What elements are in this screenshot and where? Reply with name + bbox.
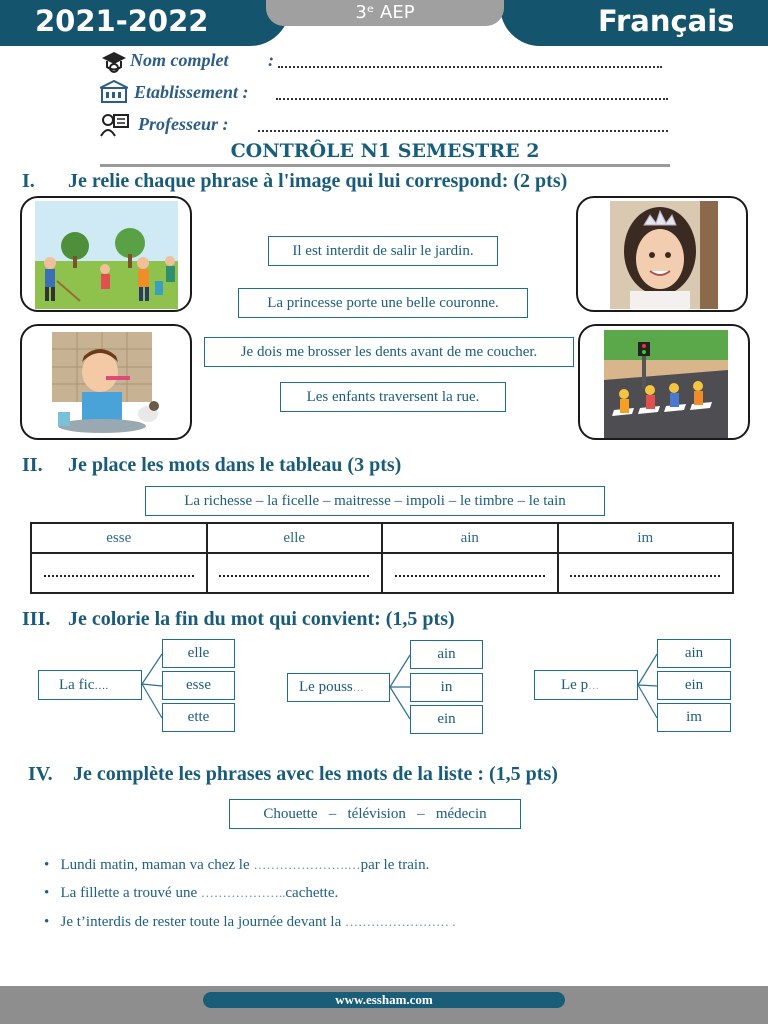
teacher-icon	[100, 112, 130, 143]
option-elle[interactable]: elle	[162, 639, 235, 668]
title-underline	[100, 164, 670, 167]
graduation-cap-icon	[100, 50, 128, 81]
exam-title: CONTRÔLE N1 SEMESTRE 2	[230, 140, 540, 162]
stem-box-fic	[38, 670, 142, 700]
option-in[interactable]: in	[410, 673, 483, 702]
image-frame-garden[interactable]	[20, 196, 192, 312]
website-link[interactable]: www.essham.com	[203, 992, 565, 1008]
sentence-2-end: cachette.	[285, 885, 339, 901]
word-list-box-iv: Chouette – télévision – médecin	[229, 799, 521, 829]
school-field[interactable]	[276, 98, 668, 100]
blank-1[interactable]: ………………….…	[253, 857, 361, 872]
section4-heading: Je complète les phrases avec les mots de la liste : (1,5 pts)	[73, 763, 558, 785]
option-ette[interactable]: ette	[162, 703, 235, 732]
bullet-dot: •	[44, 914, 61, 930]
section4-number: IV.	[28, 763, 53, 785]
sentence-2-start: La fillette a trouvé une	[60, 885, 201, 901]
column-header-im: im	[558, 523, 734, 553]
teacher-label: Professeur :	[138, 114, 229, 134]
princess-image	[610, 201, 718, 309]
word-list-box: La richesse – la ficelle – maitresse – impoli – le timbre – le tain	[145, 486, 605, 516]
sentence-brushing[interactable]: Je dois me brosser les dents avant de me coucher.	[204, 337, 574, 367]
answer-cell-esse[interactable]	[31, 553, 207, 593]
sentence-1-end: par le train.	[360, 857, 430, 873]
name-label: Nom complet	[130, 50, 229, 70]
section3-number: III.	[22, 608, 51, 630]
children-crossing-image	[604, 330, 728, 438]
option-ain-1[interactable]: ain	[410, 640, 483, 669]
column-header-elle: elle	[207, 523, 383, 553]
stem-text-p: Le p	[561, 677, 589, 693]
option-ain-2[interactable]: ain	[657, 639, 731, 668]
sentence-3-start: Je t’interdis de rester toute la journée devant la	[60, 914, 345, 930]
section2-number: II.	[22, 454, 43, 476]
answer-cell-im[interactable]	[558, 553, 734, 593]
column-header-ain: ain	[382, 523, 558, 553]
name-colon: :	[268, 50, 274, 70]
school-year: 2021-2022	[35, 4, 209, 38]
brushing-teeth-image	[52, 332, 164, 434]
subject-title: Français	[598, 4, 735, 38]
answer-cell-elle[interactable]	[207, 553, 383, 593]
option-ein-2[interactable]: ein	[657, 671, 731, 700]
sentence-princess[interactable]: La princesse porte une belle couronne.	[238, 288, 528, 318]
name-field[interactable]	[278, 66, 662, 68]
stem-dots-pouss: …	[352, 682, 364, 694]
stem-box-p	[534, 670, 638, 700]
section2-heading: Je place les mots dans le tableau (3 pts)	[68, 454, 402, 476]
garden-cleanup-image	[35, 201, 178, 309]
sentence-1-start: Lundi matin, maman va chez le	[60, 857, 254, 873]
section1-heading: Je relie chaque phrase à l'image qui lui correspond: (2 pts)	[68, 170, 568, 192]
grade-level: 3ᵉ AEP	[355, 2, 415, 23]
stem-text-fic: La fic	[59, 677, 95, 693]
sentence-item-2	[44, 885, 338, 902]
blank-3[interactable]: …………………… .	[345, 914, 456, 929]
school-building-icon	[100, 80, 128, 109]
teacher-field[interactable]	[258, 130, 668, 132]
bullet-dot: •	[44, 857, 61, 873]
option-im[interactable]: im	[657, 703, 731, 732]
option-ein-1[interactable]: ein	[410, 705, 483, 734]
school-label: Etablissement :	[134, 82, 249, 102]
sentence-item-1	[44, 857, 429, 874]
section3-heading: Je colorie la fin du mot qui convient: (1,5 pts)	[68, 608, 455, 630]
sentence-garden[interactable]: Il est interdit de salir le jardin.	[268, 236, 498, 266]
column-header-esse: esse	[31, 523, 207, 553]
blank-2[interactable]: ………………..	[200, 885, 286, 900]
section1-number: I.	[22, 170, 35, 192]
answer-cell-ain[interactable]	[382, 553, 558, 593]
image-frame-brushing[interactable]	[20, 324, 192, 440]
sentence-crossing[interactable]: Les enfants traversent la rue.	[280, 382, 506, 412]
sorting-table	[30, 522, 734, 594]
image-frame-crossing[interactable]	[578, 324, 750, 440]
sentence-item-3	[44, 914, 456, 931]
stem-box-pouss	[287, 673, 390, 702]
stem-dots-p: …	[588, 680, 600, 692]
stem-text-pouss: Le pouss	[299, 679, 353, 695]
option-esse[interactable]: esse	[162, 671, 235, 700]
image-frame-princess[interactable]	[576, 196, 748, 312]
stem-dots-fic: ….	[94, 680, 109, 692]
bullet-dot: •	[44, 885, 61, 901]
